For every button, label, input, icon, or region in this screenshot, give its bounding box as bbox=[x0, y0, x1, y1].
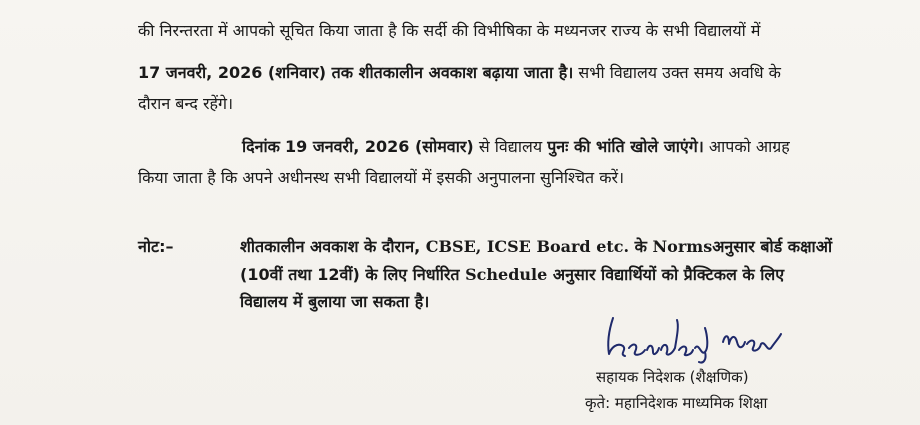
text-line: दौरान बन्द रहेंगे। bbox=[138, 94, 234, 113]
text: शीतकालीन अवकाश के दौरान, bbox=[240, 237, 421, 256]
text: (10वीं तथा 12वीं) के लिए निर्धारित bbox=[240, 265, 460, 284]
designation: सहायक निदेशक (शैक्षणिक) bbox=[596, 368, 749, 386]
text: अनुसार विद्यार्थियों को प्रैक्टिकल के लिए bbox=[552, 265, 785, 284]
paragraph-line bbox=[138, 93, 233, 115]
text-line: की निरन्तरता में आपको सूचित किया जाता है कि सर्दी की विभीषिका के मध्यनजर राज्य के सभी विद्यालयों में bbox=[138, 21, 761, 40]
note-line bbox=[240, 236, 832, 258]
norms-text: Norms bbox=[652, 237, 713, 256]
text-line: किया जाता है कि अपने अधीनस्थ सभी विद्यालयों में इसकी अनुपालना सुनिश्चित करें। bbox=[138, 168, 625, 187]
bold-extension-text: 17 जनवरी, 2026 (शनिवार) तक शीतकालीन अवकाश बढ़ाया जाता है। bbox=[138, 63, 574, 82]
schedule-text: Schedule bbox=[465, 265, 548, 284]
note-label: नोट:– bbox=[138, 237, 174, 256]
paragraph-line bbox=[138, 167, 624, 189]
text-line: सभी विद्यालय उक्त समय अवधि के bbox=[578, 63, 781, 82]
text: अनुसार बोर्ड कक्षाओं bbox=[712, 237, 833, 256]
reopen-text: पुनः की भांति खोले जाएंगे। bbox=[547, 137, 704, 156]
on-behalf-of: कृते: महानिदेशक माध्यमिक शिक्षा bbox=[585, 394, 768, 412]
paragraph-line bbox=[138, 20, 838, 42]
signature-icon bbox=[595, 312, 785, 364]
paragraph-line bbox=[138, 62, 781, 84]
note-line bbox=[240, 264, 784, 286]
text: दिनांक bbox=[242, 137, 280, 156]
paragraph-line bbox=[242, 136, 790, 158]
text: के bbox=[634, 237, 647, 256]
note-line bbox=[240, 291, 429, 313]
text-line: विद्यालय में बुलाया जा सकता है। bbox=[240, 292, 430, 311]
boards-text: CBSE, ICSE Board etc. bbox=[425, 237, 630, 256]
reopen-date: 19 जनवरी, 2026 (सोमवार) bbox=[285, 137, 474, 156]
text: आपको आग्रह bbox=[708, 137, 790, 156]
text: से विद्यालय bbox=[478, 137, 543, 156]
